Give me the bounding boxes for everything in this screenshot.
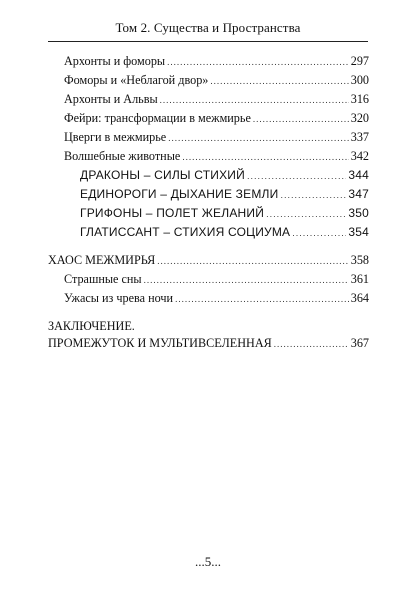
toc-entry — [64, 110, 369, 127]
toc-entry-title: ГЛАТИССАНТ – СТИХИЯ СОЦИУМА — [80, 225, 291, 239]
toc-entry-page: 367 — [350, 336, 369, 350]
toc-entry-page: 347 — [348, 187, 369, 201]
toc-entry — [48, 335, 369, 352]
toc-entry — [64, 148, 369, 165]
toc-entry — [64, 72, 369, 89]
toc-leader-dots — [247, 168, 346, 184]
toc-entry-title: ХАОС МЕЖМИРЬЯ — [48, 253, 156, 267]
toc-leader-dots — [292, 225, 346, 241]
toc-leader-dots — [274, 336, 349, 352]
toc-entry — [64, 53, 369, 70]
toc-leader-dots — [157, 253, 349, 269]
toc-leader-dots — [168, 130, 349, 146]
toc-entry — [64, 271, 369, 288]
toc-entry-page: 297 — [350, 54, 369, 68]
toc-entry-page: 316 — [350, 92, 369, 106]
toc-entry-title: Ужасы из чрева ночи — [64, 291, 174, 305]
toc-entry-heading — [48, 318, 369, 334]
toc-entry-title: Цверги в межмирье — [64, 130, 167, 144]
toc-entry-page: 361 — [350, 272, 369, 286]
toc-subentry — [80, 224, 369, 241]
toc-entry-title: Архонты и фоморы — [64, 54, 166, 68]
toc-entry-page: 320 — [350, 111, 369, 125]
toc-entry-page: 300 — [350, 73, 369, 87]
toc-entry — [48, 252, 369, 269]
page-number: ...5... — [195, 554, 221, 569]
toc-entry-page: 350 — [348, 206, 369, 220]
toc-entry-page: 354 — [348, 225, 369, 239]
toc-entry-page: 342 — [350, 149, 369, 163]
toc-entry-title: Страшные сны — [64, 272, 142, 286]
toc-entry-title: Архонты и Альвы — [64, 92, 158, 106]
toc-entry — [64, 91, 369, 108]
toc-entry — [64, 129, 369, 146]
toc-entry-title: ДРАКОНЫ – СИЛЫ СТИХИЙ — [80, 168, 245, 182]
toc-entry-page: 337 — [350, 130, 369, 144]
running-head: Том 2. Существа и Пространства — [115, 20, 301, 35]
toc-entry-page: 344 — [348, 168, 369, 182]
toc-entry-page: 358 — [350, 253, 369, 267]
toc-subentry — [80, 167, 369, 184]
toc-entry — [64, 290, 369, 307]
toc-entry-title: ЕДИНОРОГИ – ДЫХАНИЕ ЗЕМЛИ — [80, 187, 279, 201]
toc-leader-dots — [175, 291, 349, 307]
toc-leader-dots — [160, 92, 349, 108]
toc-entry-title: ЗАКЛЮЧЕНИЕ. — [48, 319, 135, 333]
toc-subentry — [80, 186, 369, 203]
toc-leader-dots — [182, 149, 348, 165]
toc-leader-dots — [266, 206, 346, 222]
toc-entry-title: ГРИФОНЫ – ПОЛЕТ ЖЕЛАНИЙ — [80, 206, 265, 220]
toc-entry-title: Волшебные животные — [64, 149, 181, 163]
toc-entry-title: Фоморы и «Неблагой двор» — [64, 73, 209, 87]
toc-leader-dots — [144, 272, 349, 288]
toc-leader-dots — [210, 73, 348, 89]
toc-entry-page: 364 — [350, 291, 369, 305]
toc-leader-dots — [253, 111, 349, 127]
toc-entry-title: ПРОМЕЖУТОК И МУЛЬТИВСЕЛЕННАЯ — [48, 336, 272, 350]
toc-entry-title: Фейри: трансформации в межмирье — [64, 111, 251, 125]
toc-subentry — [80, 205, 369, 222]
toc-leader-dots — [167, 54, 349, 70]
toc-leader-dots — [280, 187, 346, 203]
